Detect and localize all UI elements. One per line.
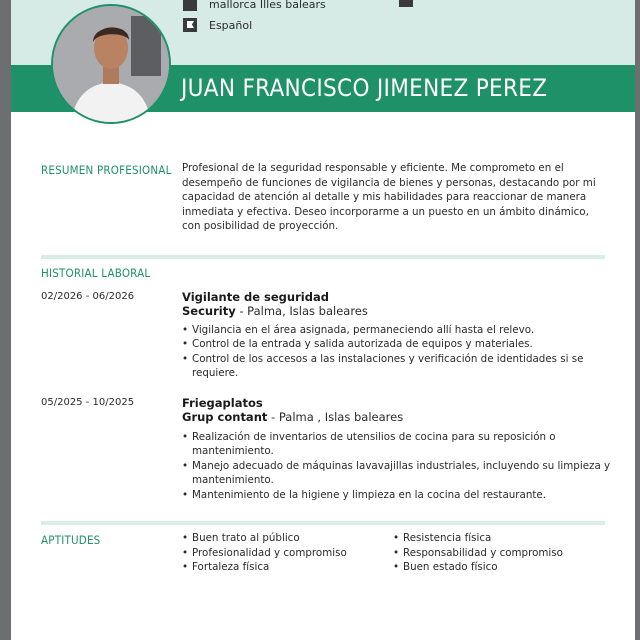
job-location: - Palma, Islas baleares	[235, 304, 368, 318]
section-divider	[41, 521, 605, 525]
flag-icon	[183, 18, 197, 32]
job-employer	[182, 410, 403, 424]
contact-address	[183, 0, 326, 11]
contact-language-text: Español	[209, 18, 253, 32]
skill-item: • Profesionalidad y compromiso	[182, 546, 347, 561]
person-portrait-icon	[53, 6, 169, 122]
skills-section-title: APTITUDES	[41, 533, 101, 547]
contact-icon	[399, 0, 413, 7]
list-item: • Vigilancia en el área asignada, permaneciendo allí hasta el relevo.	[182, 323, 612, 337]
work-history-section-title: HISTORIAL LABORAL	[41, 266, 151, 280]
skill-item: • Responsabilidad y compromiso	[393, 546, 563, 561]
candidate-name: JUAN FRANCISCO JIMENEZ PEREZ	[181, 74, 548, 102]
list-item: • Realización de inventarios de utensilios de cocina para su reposición o mantenimiento.	[182, 430, 612, 459]
contact-language	[183, 18, 252, 32]
location-icon	[183, 0, 197, 11]
contact-address-text: mallorca Illes balears	[209, 0, 326, 11]
job-dates: 05/2025 - 10/2025	[41, 397, 135, 408]
skill-item: • Buen estado físico	[393, 560, 563, 575]
job-company: Security	[182, 304, 236, 318]
resume-page	[11, 0, 635, 640]
job-location: - Palma , Islas baleares	[267, 410, 404, 424]
skills-list-left	[182, 531, 347, 575]
job-tasks-list	[182, 430, 612, 502]
list-item: • Manejo adecuado de máquinas lavavajillas industriales, incluyendo su limpieza y mantenimiento.	[182, 459, 612, 488]
profile-photo	[51, 4, 171, 124]
skill-item: • Resistencia física	[393, 531, 563, 546]
list-item: • Mantenimiento de la higiene y limpieza en la cocina del restaurante.	[182, 488, 612, 502]
job-position: Friegaplatos	[182, 396, 263, 410]
summary-section-title: RESUMEN PROFESIONAL	[41, 163, 172, 177]
job-company: Grup contant	[182, 410, 268, 424]
list-item: • Control de los accesos a las instalaciones y verificación de identidades si se requiere.	[182, 352, 612, 381]
skill-item: • Buen trato al público	[182, 531, 347, 546]
job-employer	[182, 304, 368, 318]
job-position: Vigilante de seguridad	[182, 290, 329, 304]
list-item: • Control de la entrada y salida autorizada de equipos y materiales.	[182, 337, 612, 351]
summary-text: Profesional de la seguridad responsable y eficiente. Me comprometo en el desempeño de funciones de vigilancia de bienes y personas, destacando por mi capacidad de atención al detalle y mis habilidades para reaccionar de manera inmediata y efectiva. Deseo incorporarme a un puesto en un ámbito dinámico, con posibilidad de proyección.	[182, 162, 596, 233]
contact-secondary	[399, 0, 425, 7]
section-divider	[41, 255, 605, 259]
job-dates: 02/2026 - 06/2026	[41, 291, 135, 302]
skills-list-right	[393, 531, 563, 575]
job-tasks-list	[182, 323, 612, 381]
skill-item: • Fortaleza física	[182, 560, 347, 575]
